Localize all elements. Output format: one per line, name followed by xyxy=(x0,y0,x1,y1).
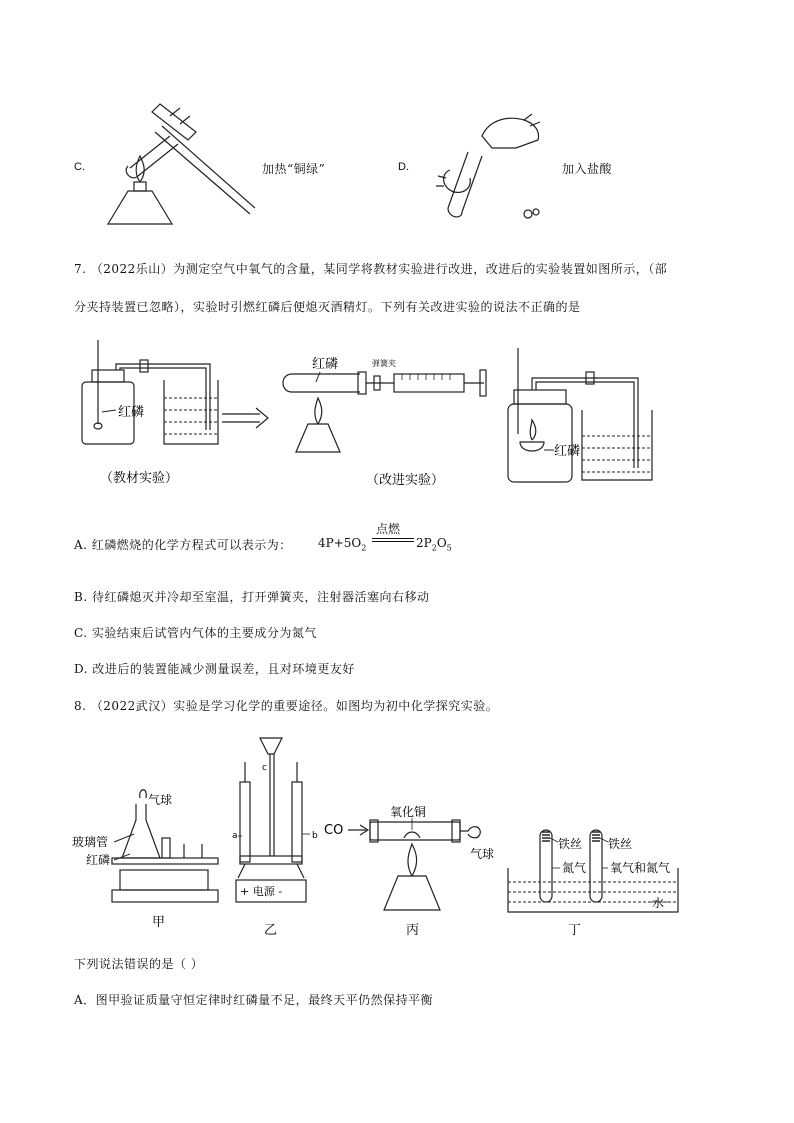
ding-o2n2-label: 氧气和氮气 xyxy=(610,861,671,875)
bing-caption: 丙 xyxy=(406,923,420,938)
q7-stem-line2: 分夹持装置已忽略），实验时引燃红磷后便熄灭酒精灯。下列有关改进实验的说法不正确的是 xyxy=(74,300,581,314)
improved-experiment-figure xyxy=(276,352,496,502)
q7-option-a-prefix: A. 红磷燃烧的化学方程式可以表示为： xyxy=(74,538,292,552)
q7-stem-line1: 7. （2022乐山）为测定空气中氧气的含量，某同学将教材实验进行改进，改进后的实验装置如图所示，（部 xyxy=(74,262,668,276)
q7-option-b: B. 待红磷熄灭并冷却至室温，打开弹簧夹，注射器活塞向右移动 xyxy=(74,590,430,604)
bing-co-label: CO xyxy=(324,823,344,838)
jia-caption: 甲 xyxy=(152,915,166,930)
chemical-equation xyxy=(318,520,458,556)
figure-jia xyxy=(72,774,222,934)
improved-clamp-label: 弹簧夹 xyxy=(372,359,396,368)
heating-copper-green-figure xyxy=(100,96,260,236)
right-apparatus-figure xyxy=(500,344,660,488)
jia-phosphorus-label: 红磷 xyxy=(86,853,111,867)
yi-label-b: b xyxy=(312,831,318,841)
option-c-caption: 加热“铜绿” xyxy=(262,162,326,176)
textbook-phosphorus-label: 红磷 xyxy=(118,405,145,420)
right-phosphorus-label: 红磷 xyxy=(554,444,581,459)
yi-label-c: c xyxy=(262,763,267,773)
adding-hydrochloric-acid-figure xyxy=(420,108,550,228)
q7-option-a xyxy=(74,536,292,553)
q7-option-d: D. 改进后的装置能减少测量误差，且对环境更友好 xyxy=(74,662,355,676)
textbook-experiment-figure xyxy=(72,336,272,496)
ding-n2-label: 氮气 xyxy=(562,861,587,875)
jia-glass-tube-label: 玻璃管 xyxy=(72,835,109,849)
bing-cuo-label: 氧化铜 xyxy=(390,805,427,819)
ding-water-label: 水 xyxy=(652,896,665,910)
ding-wire1-label: 铁丝 xyxy=(558,837,583,851)
yi-caption: 乙 xyxy=(264,923,278,938)
jia-balloon-label: 气球 xyxy=(148,793,173,807)
q8-question: 下列说法错误的是（ ） xyxy=(74,957,204,971)
q7-option-c: C. 实验结束后试管内气体的主要成分为氮气 xyxy=(74,626,317,640)
textbook-caption: （教材实验） xyxy=(100,471,179,486)
figure-bing xyxy=(320,800,510,940)
figure-yi xyxy=(226,728,326,938)
figure-ding xyxy=(500,816,690,940)
improved-phosphorus-label: 红磷 xyxy=(312,357,339,372)
eq-left: $4P+5O_2$ xyxy=(318,536,367,553)
eq-double-line xyxy=(372,538,414,542)
yi-label-a: a xyxy=(232,831,238,841)
eq-condition: 点燃 xyxy=(376,522,401,536)
option-c-letter: C. xyxy=(74,161,85,173)
yi-power-label: + 电源 - xyxy=(240,885,283,898)
option-d-letter: D. xyxy=(398,161,409,173)
option-d-caption: 加入盐酸 xyxy=(562,162,613,176)
bing-balloon-label: 气球 xyxy=(470,847,495,861)
q8-stem: 8. （2022武汉）实验是学习化学的重要途径。如图均为初中化学探究实验。 xyxy=(74,699,499,713)
eq-right: $2P_2O_5$ xyxy=(416,536,452,553)
q8-option-a: A．图甲验证质量守恒定律时红磷量不足，最终天平仍然保持平衡 xyxy=(74,993,434,1007)
improved-caption: （改进实验） xyxy=(366,473,445,488)
ding-caption: 丁 xyxy=(568,923,582,938)
ding-wire2-label: 铁丝 xyxy=(608,837,633,851)
